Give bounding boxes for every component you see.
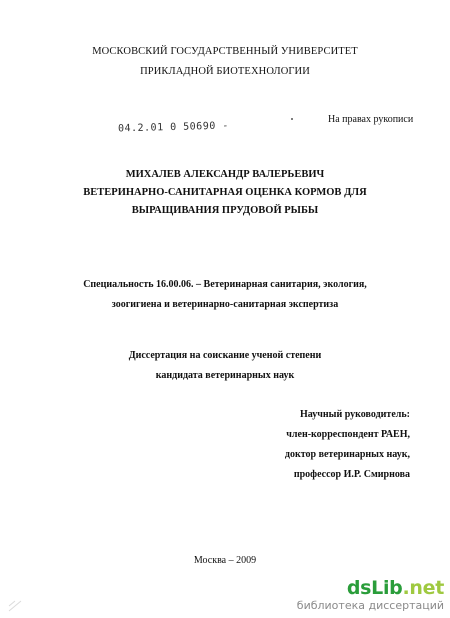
specialty-line1: Специальность 16.00.06. – Ветеринарная санитария, экология, [83,279,367,290]
watermark-brand [297,577,444,599]
degree-block [0,346,450,386]
university-name-line1: МОСКОВСКИЙ ГОСУДАРСТВЕННЫЙ УНИВЕРСИТЕТ [92,46,358,57]
university-header [0,42,450,82]
archive-stamp: 04.2.01 0 50690 - [117,120,229,135]
dslib-watermark[interactable] [297,577,444,612]
supervisor-label: Научный руководитель: [300,409,410,420]
thesis-title-line2: ВЫРАЩИВАНИЯ ПРУДОВОЙ РЫБЫ [131,205,319,216]
supervisor-line3: профессор И.Р. Смирнова [293,469,410,480]
watermark-brand-tld: .net [402,577,444,599]
scan-speck [291,118,293,120]
watermark-brand-main: dsLib [346,577,403,599]
degree-line2: кандидата ветеринарных наук [155,370,295,381]
manuscript-rights-note: На правах рукописи [328,114,414,125]
corner-fold-icon [8,600,22,612]
university-name-line2: ПРИКЛАДНОЙ БИОТЕХНОЛОГИИ [140,66,310,77]
supervisor-line2: доктор ветеринарных наук, [284,449,410,460]
supervisor-line1: член-корреспондент РАЕН, [286,429,410,440]
specialty-block [0,275,450,315]
supervisor-block [285,405,410,485]
watermark-subtitle: библиотека диссертаций [296,599,444,612]
degree-line1: Диссертация на соискание ученой степени [128,350,322,361]
author-name: МИХАЛЕВ АЛЕКСАНДР ВАЛЕРЬЕВИЧ [125,169,325,180]
city-year: Москва – 2009 [193,555,257,566]
thesis-title-line1: ВЕТЕРИНАРНО-САНИТАРНАЯ ОЦЕНКА КОРМОВ ДЛЯ [83,187,367,198]
thesis-title-block [0,166,450,220]
specialty-line2: зоогигиена и ветеринарно-санитарная экспертиза [111,299,339,310]
